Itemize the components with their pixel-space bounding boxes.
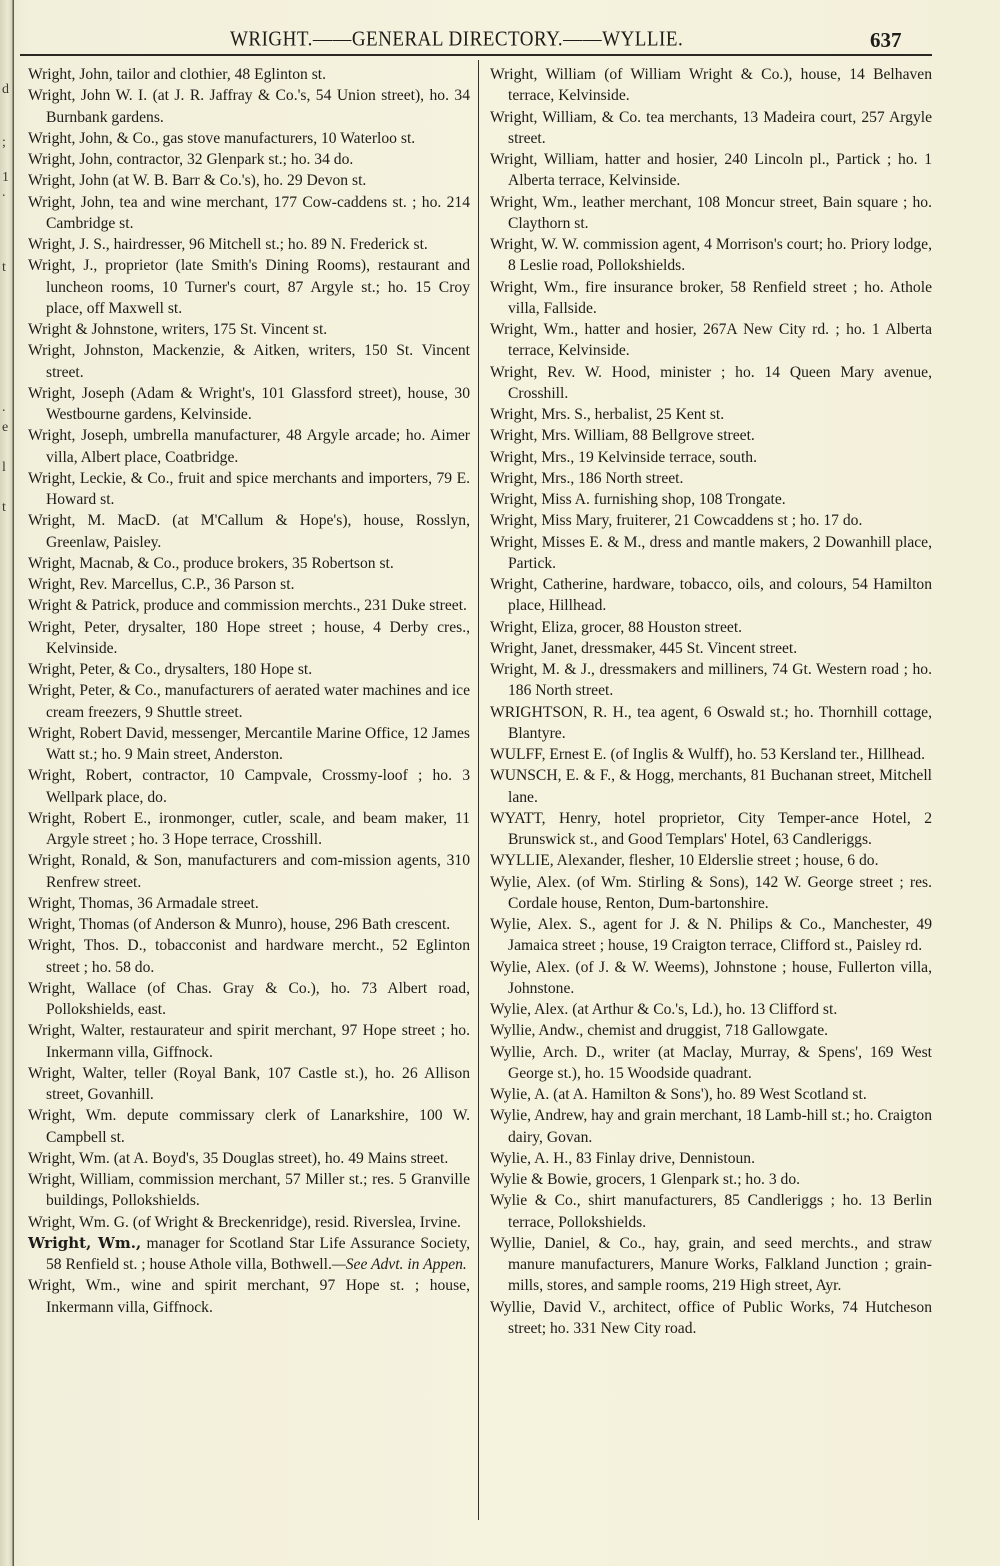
entry-text: Wright, Robert David, messenger, Mercantile Marine Office, 12 James Watt st.; ho. 9 Main street, Anderston. — [28, 724, 470, 763]
directory-entry — [28, 978, 470, 1021]
entry-text: Wright, Joseph, umbrella manufacturer, 48 Argyle arcade; ho. Aimer villa, Albert place, Coatbridge. — [28, 427, 470, 466]
entry-text: Wyllie, Andw., chemist and druggist, 718 Gallowgate. — [490, 1022, 829, 1040]
directory-entry — [490, 765, 932, 808]
directory-entry — [28, 340, 470, 383]
entry-text: Wright, Macnab, & Co., produce brokers, 35 Robertson st. — [28, 554, 394, 572]
edge-mark: . — [2, 185, 6, 200]
entry-text: Wright, W. W. commission agent, 4 Morrison's court; ho. Priory lodge, 8 Leslie road, Pollokshields. — [490, 236, 932, 275]
directory-entry — [28, 893, 470, 914]
entry-text: WYATT, Henry, hotel proprietor, City Temper-ance Hotel, 2 Brunswick st., and Good Templars' Hotel, 63 Candleriggs. — [490, 809, 932, 848]
directory-entry — [28, 595, 470, 616]
entry-text: Wright, Misses E. & M., dress and mantle makers, 2 Dowanhill place, Partick. — [490, 533, 932, 572]
directory-entry — [28, 1233, 470, 1276]
entry-text: Wright, Mrs., 186 North street. — [490, 469, 684, 487]
directory-entry — [28, 723, 470, 766]
entry-text: Wright, Peter, drysalter, 180 Hope street ; house, 4 Derby cres., Kelvinside. — [28, 618, 470, 657]
entry-text: Wright, M. MacD. (at M'Callum & Hope's), house, Rosslyn, Greenlaw, Paisley. — [28, 512, 470, 551]
entry-text: Wright, John W. I. (at J. R. Jaffray & Co.'s, 54 Union street), ho. 34 Burnbank gardens. — [28, 87, 470, 126]
entry-text: Wright, Leckie, & Co., fruit and spice merchants and importers, 79 E. Howard st. — [28, 469, 470, 508]
directory-entry — [490, 999, 932, 1020]
edge-mark: l — [2, 460, 6, 475]
directory-entry — [490, 425, 932, 446]
directory-entry — [490, 957, 932, 1000]
directory-entry — [490, 1042, 932, 1085]
directory-entry — [490, 638, 932, 659]
entry-text: Wright, John (at W. B. Barr & Co.'s), ho. 29 Devon st. — [28, 172, 367, 190]
directory-entry — [490, 574, 932, 617]
entry-text: Wright, Eliza, grocer, 88 Houston street. — [490, 618, 743, 636]
entry-text: Wright, William, hatter and hosier, 240 Lincoln pl., Partick ; ho. 1 Alberta terrace, Kelvinside. — [490, 151, 932, 190]
directory-entry — [28, 1020, 470, 1063]
directory-entry — [490, 914, 932, 957]
entry-text: Wright, John, tailor and clothier, 48 Eglinton st. — [28, 66, 327, 83]
entry-text: Wright, Peter, & Co., manufacturers of aerated water machines and ice cream freezers, 9 Shuttle street. — [28, 682, 470, 721]
entry-text: Wylie & Co., shirt manufacturers, 85 Candleriggs ; ho. 13 Berlin terrace, Pollokshields. — [490, 1192, 932, 1231]
entry-text: Wright, Wm., hatter and hosier, 267A New City rd. ; ho. 1 Alberta terrace, Kelvinside. — [490, 321, 932, 360]
directory-entry — [490, 850, 932, 871]
directory-entry — [490, 362, 932, 405]
directory-entry — [28, 1275, 470, 1318]
directory-entry — [28, 1105, 470, 1148]
entry-text: Wright, Johnston, Mackenzie, & Aitken, writers, 150 St. Vincent street. — [28, 342, 470, 381]
directory-entry — [490, 149, 932, 192]
entry-text: Wylie, Alex. (of J. & W. Weems), Johnstone ; house, Fullerton villa, Johnstone. — [490, 958, 932, 997]
directory-entry — [28, 680, 470, 723]
directory-entry — [28, 914, 470, 935]
entry-text: Wright, William (of William Wright & Co.), house, 14 Belhaven terrace, Kelvinside. — [490, 66, 932, 105]
entry-text: Wright, William, & Co. tea merchants, 13 Madeira court, 257 Argyle street. — [490, 108, 932, 147]
entry-text: Wylie, A. (at A. Hamilton & Sons'), ho. 89 West Scotland st. — [490, 1086, 867, 1103]
binding-edge — [0, 0, 14, 1566]
edge-mark: ; — [2, 135, 6, 150]
directory-entry — [490, 659, 932, 702]
entry-text: Wright, Janet, dressmaker, 445 St. Vincent street. — [490, 639, 798, 657]
entry-text: Wright, Thos. D., tobacconist and hardware mercht., 52 Eglinton street ; ho. 58 do. — [28, 937, 470, 976]
directory-entry — [28, 85, 470, 128]
entry-text: Wright, Rev. W. Hood, minister ; ho. 14 Queen Mary avenue, Crosshill. — [490, 363, 932, 402]
right-column — [490, 64, 932, 1339]
entry-text: Wright & Patrick, produce and commission merchts., 231 Duke street. — [28, 597, 467, 615]
directory-entry — [28, 128, 470, 149]
edge-mark: e — [2, 420, 9, 435]
entry-text: Wright, Wm. (at A. Boyd's, 35 Douglas street), ho. 49 Mains street. — [28, 1149, 449, 1167]
entry-text: Wylie, Alex. S., agent for J. & N. Philips & Co., Manchester, 49 Jamaica street ; house, 19 Craigton terrace, Clifford st., Paisley rd. — [490, 916, 932, 955]
entry-text: Wright, M. & J., dressmakers and milliners, 74 Gt. Western road ; ho. 186 North street. — [490, 661, 932, 700]
directory-entry — [28, 617, 470, 660]
entry-text: Wyllie, Daniel, & Co., hay, grain, and seed merchts., and straw manure manufacturers, Manure Works, Falkland Junction ; grain-mills, stores, and sample rooms, 219 High street, Ayr. — [490, 1234, 932, 1295]
entry-text: Wyllie, Arch. D., writer (at Maclay, Murray, & Spens', 169 West George st.), ho. 15 Woodside quadrant. — [490, 1043, 932, 1082]
directory-entry — [28, 149, 470, 170]
directory-entry — [490, 64, 932, 107]
entry-text: Wright, Joseph (Adam & Wright's, 101 Glassford street), house, 30 Westbourne gardens, Kelvinside. — [28, 384, 470, 423]
entry-text: Wright, Thomas (of Anderson & Munro), house, 296 Bath crescent. — [28, 916, 451, 933]
edge-mark: . — [2, 400, 6, 415]
directory-entry — [490, 404, 932, 425]
directory-entry — [490, 1105, 932, 1148]
directory-entry — [28, 383, 470, 426]
directory-entry — [28, 170, 470, 191]
entry-text: Wright, Wm., wine and spirit merchant, 97 Hope st. ; house, Inkermann villa, Giffnock. — [28, 1277, 470, 1316]
directory-entry — [28, 765, 470, 808]
entry-text: Wright, William, commission merchant, 57 Miller st.; res. 5 Granville buildings, Pollokshields. — [28, 1171, 470, 1210]
directory-entry — [28, 64, 470, 85]
directory-entry — [28, 935, 470, 978]
entry-text: Wright, J., proprietor (late Smith's Dining Rooms), restaurant and luncheon rooms, 10 Turner's court, 87 Argyle st.; ho. 15 Croy place, off Maxwell st. — [28, 257, 470, 317]
directory-entry — [490, 702, 932, 745]
directory-entry — [490, 1233, 932, 1297]
entry-text: Wright, Wm., fire insurance broker, 58 Renfield street ; ho. Athole villa, Fallside. — [490, 278, 932, 317]
edge-mark: t — [2, 500, 6, 515]
entry-text: WYLLIE, Alexander, flesher, 10 Elderslie street ; house, 6 do. — [490, 852, 879, 870]
directory-entry — [490, 277, 932, 320]
directory-entry — [28, 659, 470, 680]
entry-text: Wright, Miss Mary, fruiterer, 21 Cowcaddens st ; ho. 17 do. — [490, 512, 863, 530]
directory-entry — [490, 107, 932, 150]
entry-text: Wright, J. S., hairdresser, 96 Mitchell st.; ho. 89 N. Frederick st. — [28, 236, 428, 253]
entry-text: Wright, Walter, restaurateur and spirit merchant, 97 Hope street ; ho. Inkermann villa, Giffnock. — [28, 1022, 470, 1061]
page-number: 637 — [870, 28, 902, 52]
directory-entry — [490, 1084, 932, 1105]
entry-text: Wright, Wm., leather merchant, 108 Moncur street, Bain square ; ho. Claythorn st. — [490, 193, 932, 232]
entry-text: Wright, Rev. Marcellus, C.P., 36 Parson st. — [28, 576, 295, 593]
entry-text: WRIGHTSON, R. H., tea agent, 6 Oswald st.; ho. Thornhill cottage, Blantyre. — [490, 703, 932, 742]
directory-entry — [490, 447, 932, 468]
directory-entry — [490, 1169, 932, 1190]
edge-mark: 1 — [2, 170, 9, 185]
directory-entry — [490, 1190, 932, 1233]
entry-text: Wright, Miss A. furnishing shop, 108 Trongate. — [490, 491, 786, 508]
left-column — [28, 64, 470, 1318]
directory-entry — [490, 468, 932, 489]
entry-text: Wyllie, David V., architect, office of Public Works, 74 Hutcheson street; ho. 331 New City road. — [490, 1298, 932, 1337]
running-header-title: WRIGHT.——GENERAL DIRECTORY.——WYLLIE. — [230, 28, 684, 52]
directory-entry — [490, 617, 932, 638]
entry-text: Wright & Johnstone, writers, 175 St. Vincent st. — [28, 321, 328, 338]
edge-mark: t — [2, 260, 6, 275]
directory-entry — [28, 1212, 470, 1233]
directory-entry — [28, 255, 470, 319]
entry-text: Wylie, A. H., 83 Finlay drive, Dennistoun. — [490, 1149, 755, 1167]
directory-entry — [28, 510, 470, 553]
entry-advert-note: —See Advt. in Appen. — [331, 1256, 467, 1273]
entry-text: Wright, John, tea and wine merchant, 177 Cow-caddens st. ; ho. 214 Cambridge st. — [28, 193, 470, 232]
entry-text: Wright, Robert, contractor, 10 Campvale, Crossmy-loof ; ho. 3 Wellpark place, do. — [28, 767, 470, 806]
directory-entry — [490, 872, 932, 915]
directory-entry — [28, 850, 470, 893]
entry-text: Wylie, Andrew, hay and grain merchant, 18 Lamb-hill st.; ho. Craigton dairy, Govan. — [490, 1107, 932, 1146]
directory-entry — [28, 808, 470, 851]
entry-text: Wright, Walter, teller (Royal Bank, 107 Castle st.), ho. 26 Allison street, Govanhill. — [28, 1064, 470, 1103]
directory-entry — [490, 808, 932, 851]
directory-entry — [490, 744, 932, 765]
directory-entry — [28, 1063, 470, 1106]
entry-text: manager for Scotland Star Life Assurance Society, 58 Renfield st. ; house Athole villa, Bothwell. — [46, 1234, 470, 1273]
entry-text: Wright, Wm. G. (of Wright & Breckenridge), resid. Riverslea, Irvine. — [28, 1213, 461, 1231]
entry-text: Wright, Ronald, & Son, manufacturers and com-mission agents, 310 Renfrew street. — [28, 852, 470, 891]
directory-entry — [490, 1297, 932, 1340]
header-rule — [20, 54, 932, 56]
directory-entry — [490, 234, 932, 277]
directory-entry — [28, 192, 470, 235]
entry-text: Wright, John, contractor, 32 Glenpark st.; ho. 34 do. — [28, 151, 354, 168]
directory-entry — [28, 553, 470, 574]
entry-bold-name: Wright, Wm., — [28, 1233, 142, 1252]
entry-text: Wright, Wallace (of Chas. Gray & Co.), ho. 73 Albert road, Pollokshields, east. — [28, 979, 470, 1018]
directory-entry — [28, 234, 470, 255]
entry-text: Wright, John, & Co., gas stove manufacturers, 10 Waterloo st. — [28, 129, 416, 147]
directory-entry — [490, 192, 932, 235]
directory-entry — [28, 425, 470, 468]
directory-entry — [490, 1020, 932, 1041]
entry-text: Wright, Catherine, hardware, tobacco, oils, and colours, 54 Hamilton place, Hillhead. — [490, 576, 932, 615]
directory-entry — [28, 574, 470, 595]
entry-text: Wright, Thomas, 36 Armadale street. — [28, 894, 259, 912]
edge-mark: d — [2, 82, 9, 97]
entry-text: Wright, Mrs., 19 Kelvinside terrace, south. — [490, 448, 758, 466]
entry-text: WULFF, Ernest E. (of Inglis & Wulff), ho. 53 Kersland ter., Hillhead. — [490, 746, 925, 763]
entry-text: Wright, Mrs. William, 88 Bellgrove street. — [490, 427, 755, 445]
entry-text: Wright, Robert E., ironmonger, cutler, scale, and beam maker, 11 Argyle street ; ho. 3 Hope terrace, Crosshill. — [28, 809, 470, 848]
column-divider — [478, 60, 479, 1520]
directory-entry — [490, 532, 932, 575]
directory-entry — [28, 319, 470, 340]
directory-entry — [28, 1169, 470, 1212]
entry-text: Wright, Wm. depute commissary clerk of Lanarkshire, 100 W. Campbell st. — [28, 1107, 470, 1146]
directory-entry — [490, 510, 932, 531]
directory-entry — [490, 489, 932, 510]
directory-entry — [490, 1148, 932, 1169]
entry-text: Wright, Mrs. S., herbalist, 25 Kent st. — [490, 406, 725, 423]
entry-text: Wylie, Alex. (at Arthur & Co.'s, Ld.), ho. 13 Clifford st. — [490, 1001, 838, 1018]
running-header — [230, 28, 930, 52]
entry-text: WUNSCH, E. & F., & Hogg, merchants, 81 Buchanan street, Mitchell lane. — [490, 767, 932, 806]
entry-text: Wylie, Alex. (of Wm. Stirling & Sons), 142 W. George street ; res. Cordale house, Renton, Dum-bartonshire. — [490, 873, 932, 912]
entry-text: Wylie & Bowie, grocers, 1 Glenpark st.; ho. 3 do. — [490, 1171, 801, 1188]
directory-entry — [490, 319, 932, 362]
directory-entry — [28, 1148, 470, 1169]
entry-text: Wright, Peter, & Co., drysalters, 180 Hope st. — [28, 661, 313, 678]
directory-entry — [28, 468, 470, 511]
